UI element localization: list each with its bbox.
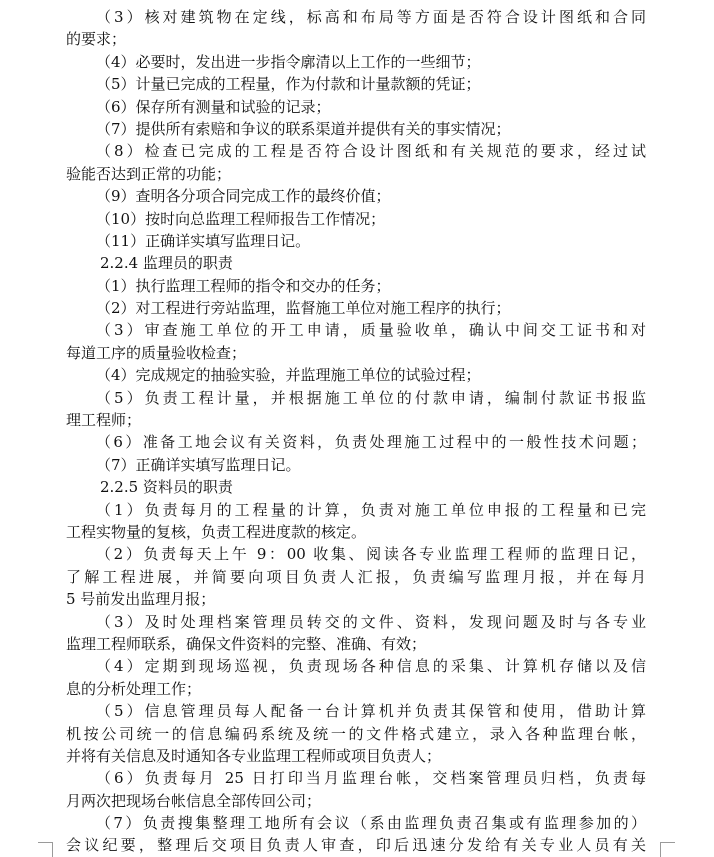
text-line: 了解工程进展，并简要向项目负责人汇报，负责编写监理月报，并在每月 bbox=[66, 567, 646, 586]
text-line: 并将有关信息及时通知各专业监理工程师或项目负责人； bbox=[66, 746, 442, 765]
text-line: （7）提供所有索赔和争议的联系渠道并提供有关的事实情况； bbox=[96, 119, 511, 138]
text-line: 5 号前发出监理月报； bbox=[66, 590, 216, 609]
crop-mark-bottom-left bbox=[38, 842, 53, 857]
text-line: 会议纪要，整理后交项目负责人审查，印后迅速分发给有关专业人员有关 bbox=[66, 836, 646, 855]
text-line: （10）按时向总监理工程师报告工作情况； bbox=[96, 209, 386, 228]
text-line: 息的分析处理工作； bbox=[66, 679, 202, 698]
text-line: （2）负责每天上午 9：00 收集、阅读各专业监理工程师的监理日记， bbox=[96, 545, 646, 564]
text-line: 每道工序的质量验收检查； bbox=[66, 343, 247, 362]
document-body bbox=[66, 6, 646, 857]
text-line: （2）对工程进行旁站监理，监督施工单位对施工程序的执行； bbox=[96, 299, 511, 318]
section-heading: 2.2.5 资料员的职责 bbox=[100, 478, 233, 497]
text-line: （5）负责工程计量，并根据施工单位的付款申请，编制付款证书报监 bbox=[96, 388, 646, 407]
text-line: 监理工程师联系，确保文件资料的完整、准确、有效； bbox=[66, 634, 427, 653]
text-line: （6）准备工地会议有关资料，负责处理施工过程中的一般性技术问题； bbox=[96, 433, 646, 452]
text-line: （3）审查施工单位的开工申请，质量验收单，确认中间交工证书和对 bbox=[96, 321, 646, 340]
text-line: 工程实物量的复核，负责工程进度款的核定。 bbox=[66, 522, 367, 541]
text-line: 月两次把现场台帐信息全部传回公司； bbox=[66, 791, 322, 810]
text-line: （1）负责每月的工程量的计算，负责对施工单位申报的工程量和已完 bbox=[96, 500, 646, 519]
text-line: （3）核对建筑物在定线，标高和布局等方面是否符合设计图纸和合同 bbox=[96, 8, 646, 26]
text-line: （5）信息管理员每人配备一台计算机并负责其保管和使用，借助计算 bbox=[96, 702, 646, 721]
text-line: （4）必要时，发出进一步指令廓清以上工作的一些细节； bbox=[96, 52, 481, 71]
text-line: 理工程师； bbox=[66, 411, 142, 430]
text-line: （1）执行监理工程师的指令和交办的任务； bbox=[96, 276, 391, 295]
text-line: （3）及时处理档案管理员转交的文件、资料，发现问题及时与各专业 bbox=[96, 612, 646, 631]
text-line: （9）查明各分项合同完成工作的最终价值； bbox=[96, 187, 391, 206]
text-line: 的要求； bbox=[66, 30, 127, 49]
text-line: （5）计量已完成的工程量，作为付款和计量款额的凭证； bbox=[96, 75, 481, 94]
crop-mark-bottom-right bbox=[660, 842, 675, 857]
text-line: 机按公司统一的信息编码系统及统一的文件格式建立，录入各种监理台帐， bbox=[66, 724, 646, 743]
text-line: （7）正确详实填写监理日记。 bbox=[96, 455, 301, 474]
text-line: （7）负责搜集整理工地所有会议（系由监理负责召集或有监理参加的） bbox=[96, 814, 646, 833]
text-line: （8）检查已完成的工程是否符合设计图纸和有关规范的要求，经过试 bbox=[96, 142, 646, 161]
text-line: 验能否达到正常的功能； bbox=[66, 164, 232, 183]
text-line: （6）保存所有测量和试验的记录； bbox=[96, 97, 331, 116]
section-heading: 2.2.4 监理员的职责 bbox=[100, 254, 233, 273]
text-line: （4）完成规定的抽验实验，并监理施工单位的试验过程； bbox=[96, 366, 481, 385]
text-line: （11）正确详实填写监理日记。 bbox=[96, 231, 311, 250]
text-line: （4）定期到现场巡视，负责现场各种信息的采集、计算机存储以及信 bbox=[96, 657, 646, 676]
text-line: （6）负责每月 25 日打印当月监理台帐，交档案管理员归档，负责每 bbox=[96, 769, 646, 788]
